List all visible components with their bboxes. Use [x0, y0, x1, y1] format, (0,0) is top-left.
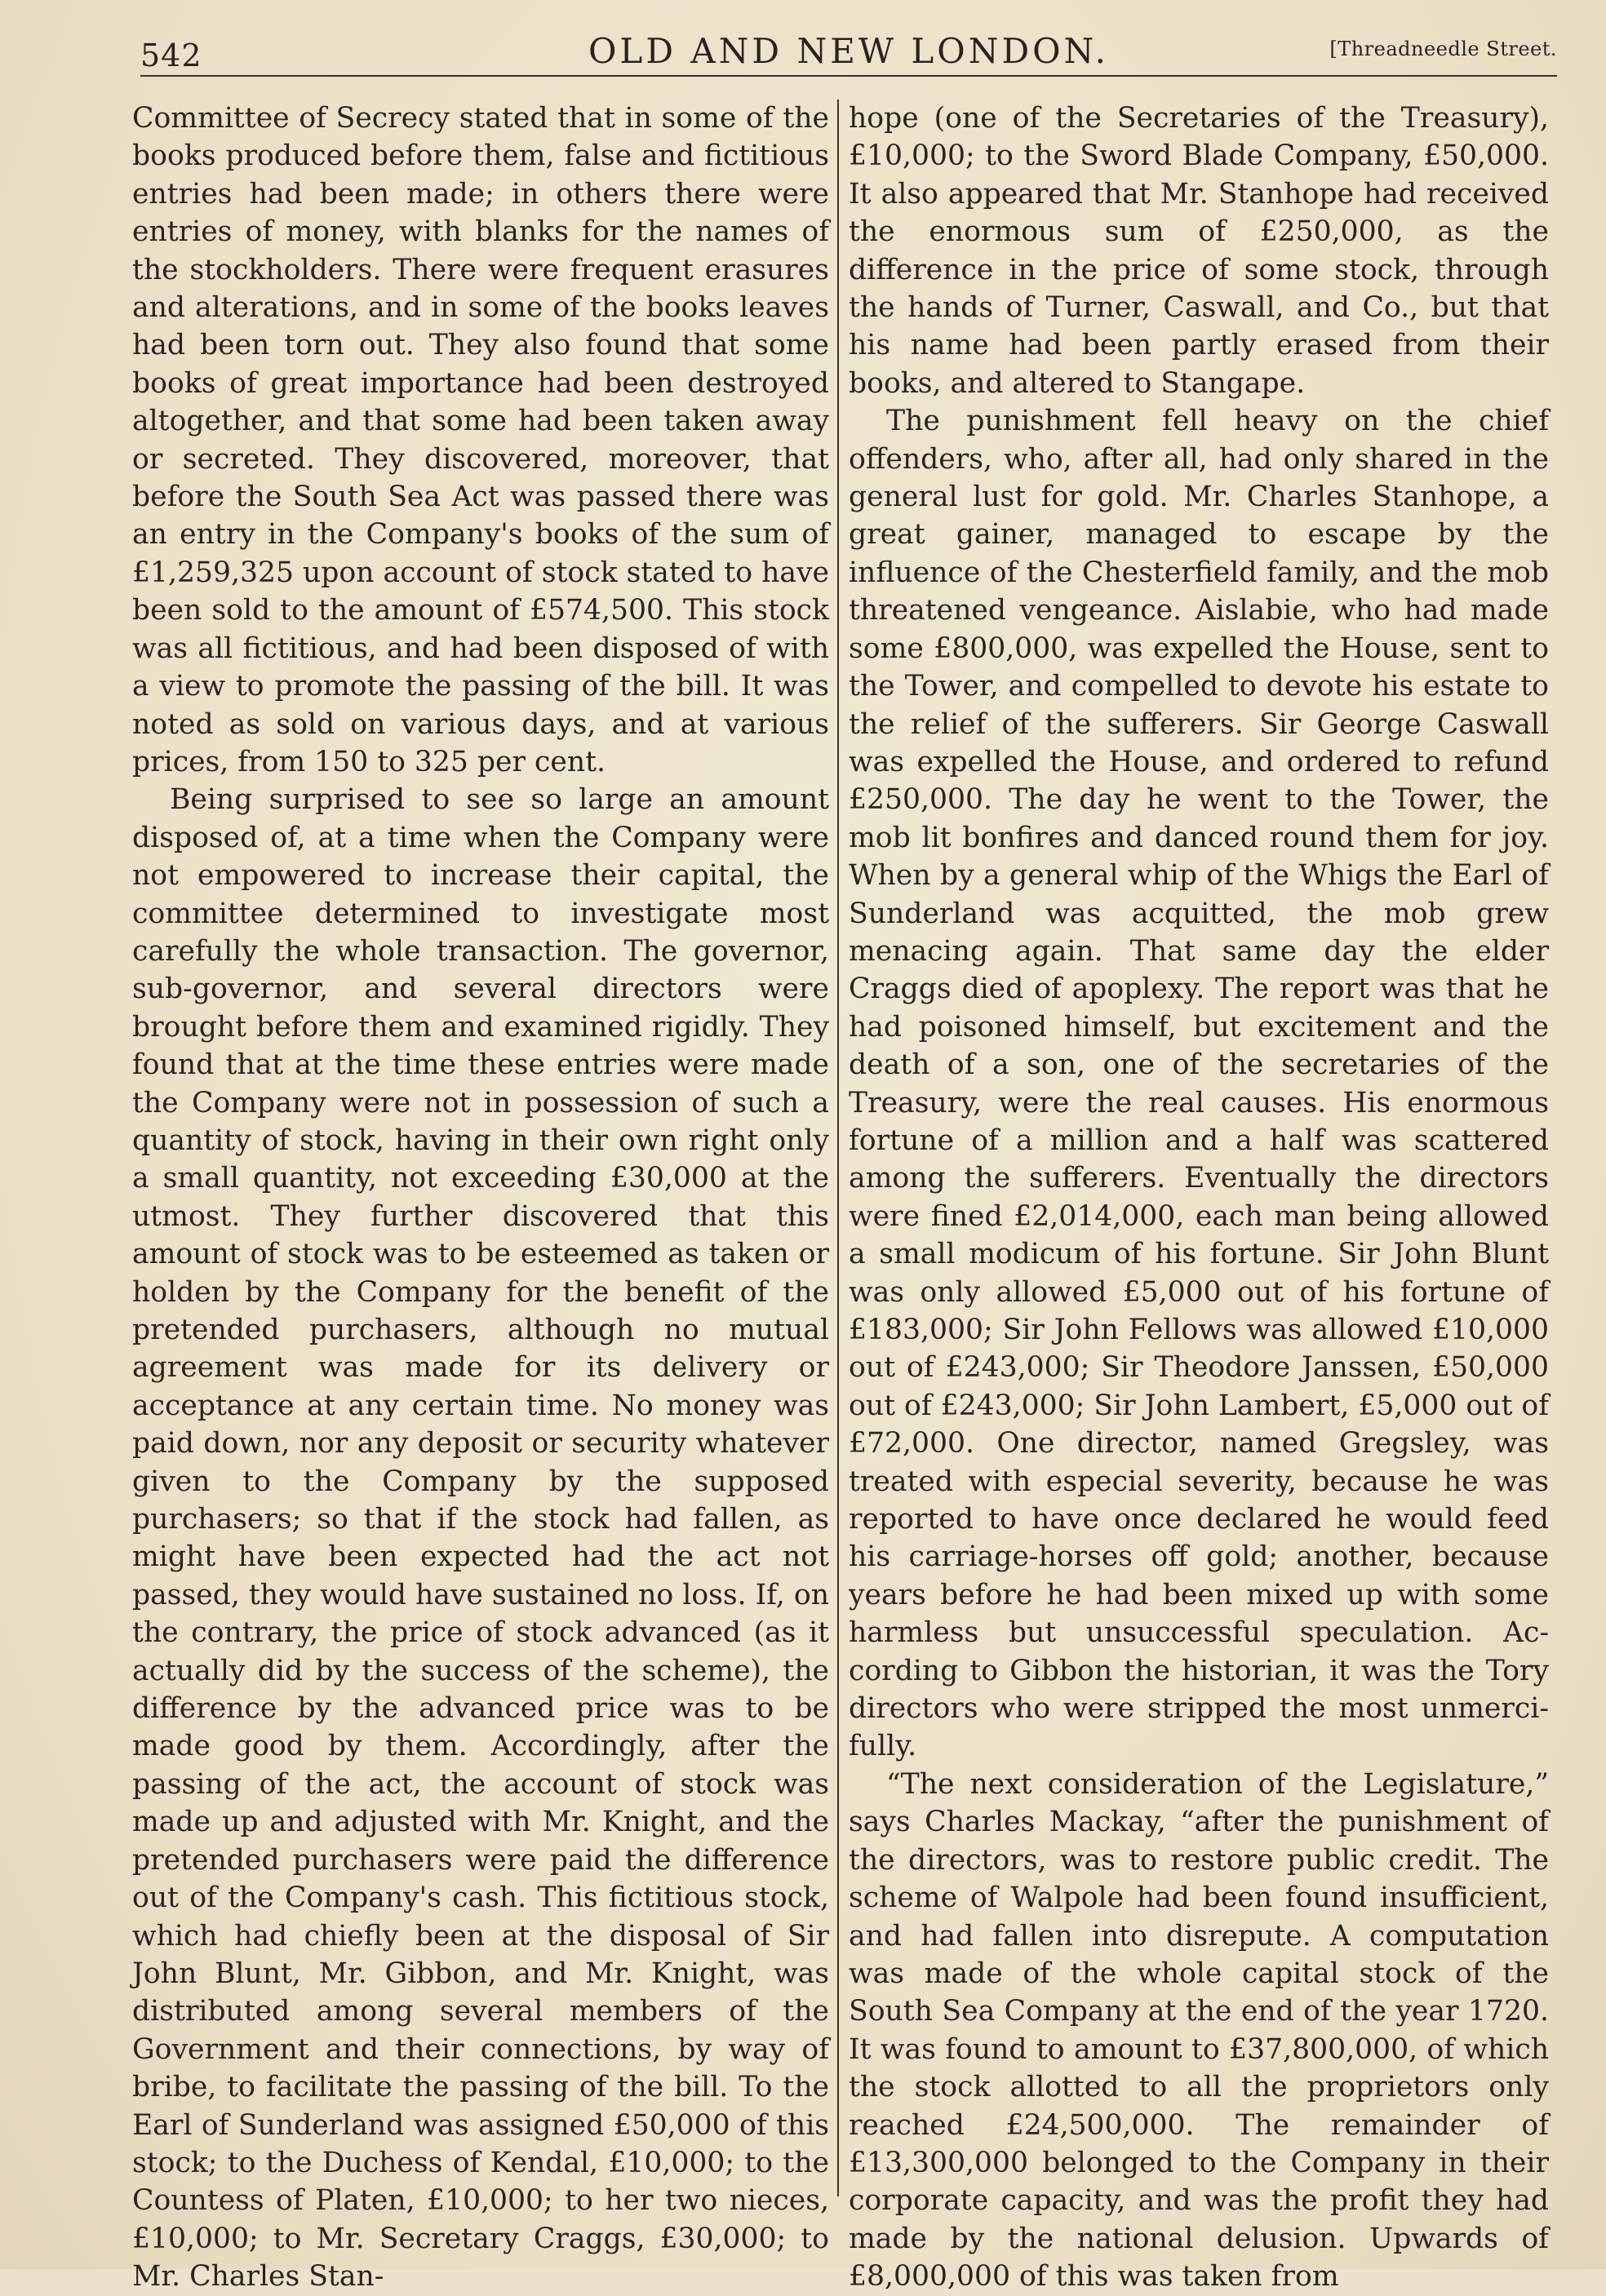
paragraph: Committee of Secrecy stated that in some of the books produced before them, false and fictitious entries had been made; in others there were entries of money, with blanks for the names of the stockholders. There were frequent erasures and alterations, and in some of the books leaves had been torn out. They also found that some books of great importance had been destroyed altogether, and that some had been taken away or secreted. They discovered, moreover, that before the South Sea Act was passed there was an entry in the Company's books of the sum of £1,259,325 upon account of stock stated to have been sold to the amount of £574,500. This stock was all fictitious, and had been disposed of with a view to promote the passing of the bill. It was noted as sold on various days, and at various prices, from 150 to 325 per cent. [132, 102, 829, 778]
left-column [132, 100, 829, 2296]
page-number: 542 [140, 38, 202, 73]
header-rule [140, 75, 1557, 77]
paragraph: The punishment fell heavy on the chief offenders, who, after all, had only shared in the general lust for gold. Mr. Charles Stanhope, a great gainer, managed to escape by the influence of the Chesterfield family, and the mob threatened vengeance. Aislabie, who had made some £800,000, was expelled the House, sent to the Tower, and compelled to devote his estate to the relief of the sufferers. Sir George Caswall was expelled the House, and ordered to refund £250,000. The day he went to the Tower, the mob lit bonfires and danced round them for joy. When by a general whip of the Whigs the Earl of Sunderland was acquitted, the mob grew menacing again. That same day the elder Craggs died of apoplexy. The report was that he had poisoned himself, but excitement and the death of a son, one of the secretaries of the Treasury, were the real causes. His enormous fortune of a million and a half was scattered among the sufferers. Eventually the directors were fined £2,014,000, each man being allowed a small modicum of his fortune. Sir John Blunt was only allowed £5,000 out of his fortune of £183,000; Sir John Fellows was allowed £10,000 out of £243,000; Sir Theodore Janssen, £50,000 out of £243,000; Sir John Lambert, £5,000 out of £72,000. One director, named Gregsley, was treated with especial severity, because he was reported to have once declared he would feed his carriage-horses off gold; another, because years before he had been mixed up with some harmless but unsuccessful speculation. According to Gibbon the historian, it was the Tory directors who were stripped the most unmercifully. [849, 405, 1549, 1763]
column-divider [837, 100, 839, 2196]
paragraph: “The next consideration of the Legislature,” says Charles Mackay, “after the punishment of the directors, was to restore public credit. The scheme of Walpole had been found insufficient, and had fallen into disrepute. A computation was made of the whole capital stock of the South Sea Company at the end of the year 1720. It was found to amount to £37,800,000, of which the stock allotted to all the proprietors only reached £24,500,000. The remainder of £13,300,000 belonged to the Company in their corporate capacity, and was the profit they had made by the national delusion. Upwards of £8,000,000 of this was taken from [849, 1767, 1549, 2294]
paragraph: hope (one of the Secretaries of the Treasury), £10,000; to the Sword Blade Company, £50,000. It also appeared that Mr. Stanhope had received the enormous sum of £250,000, as the difference in the price of some stock, through the hands of Turner, Caswall, and Co., but that his name had been partly erased from their books, and altered to Stangape. [849, 102, 1549, 400]
paragraph: Being surprised to see so large an amount disposed of, at a time when the Company were not empowered to increase their capital, the committee determined to investigate most carefully the whole transaction. The governor, sub-governor, and several directors were brought before them and examined rigidly. They found that at the time these entries were made the Company were not in possession of such a quantity of stock, having in their own right only a small quantity, not exceeding £30,000 at the utmost. They further discovered that this amount of stock was to be esteemed as taken or holden by the Company for the benefit of the pretended purchasers, although no mutual agreement was made for its delivery or acceptance at any certain time. No money was paid down, nor any deposit or security whatever given to the Company by the supposed purchasers; so that if the stock had fallen, as might have been expected had the act not passed, they would have sustained no loss. If, on the contrary, the price of stock advanced (as it actually did by the success of the scheme), the difference by the advanced price was to be made good by them. Accordingly, after the passing of the act, the account of stock was made up and adjusted with Mr. Knight, and the pretended purchasers were paid the difference out of the Company's cash. This fictitious stock, which had chiefly been at the disposal of Sir John Blunt, Mr. Gibbon, and Mr. Knight, was distributed among several members of the Government and their connections, by way of bribe, to facilitate the passing of the bill. To the Earl of Sunderland was assigned £50,000 of this stock; to the Duchess of Kendal, £10,000; to the Countess of Platen, £10,000; to her two nieces, £10,000; to Mr. Secretary Craggs, £30,000; to Mr. Charles Stan- [132, 783, 829, 2294]
running-street-label: [Threadneedle Street. [1329, 38, 1557, 60]
running-title: OLD AND NEW LONDON. [588, 31, 1109, 71]
right-column [849, 100, 1549, 2296]
running-header [140, 29, 1557, 78]
